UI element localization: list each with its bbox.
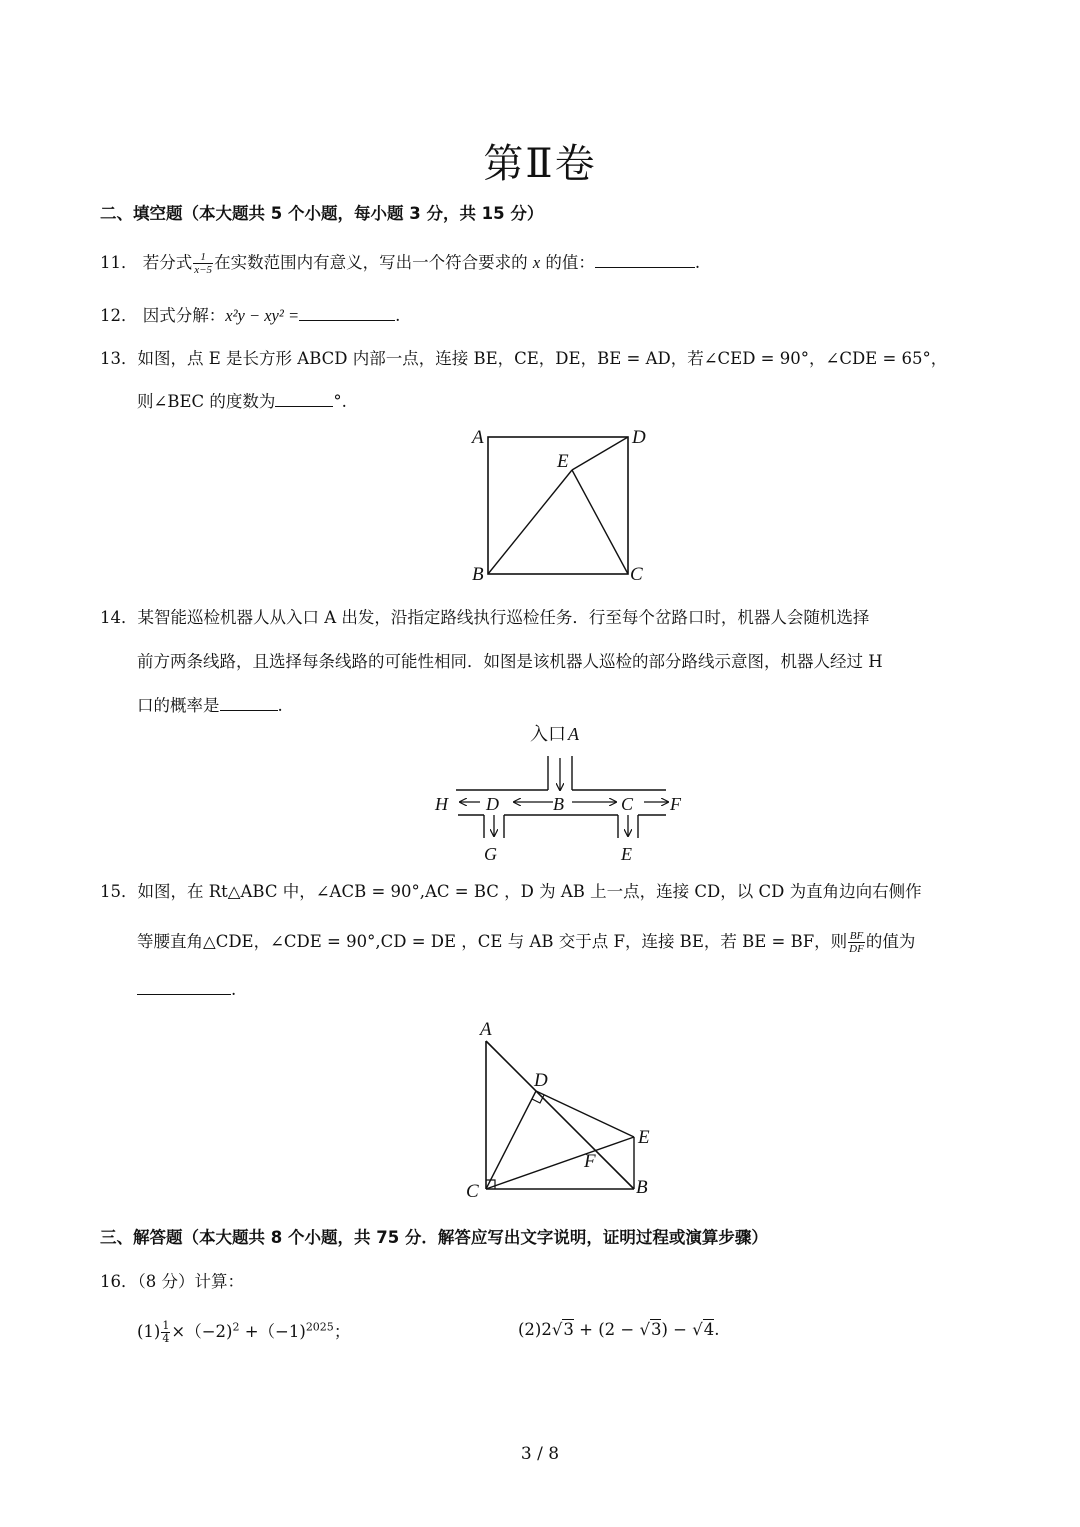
question-15	[100, 878, 922, 902]
question-number: 14．	[100, 608, 138, 627]
question-16	[100, 1268, 244, 1292]
question-number: 11．	[100, 253, 138, 272]
label-e: E	[621, 844, 632, 864]
section-heading-fill-blank: 二、填空题（本大题共 5 个小题，每小题 3 分，共 15 分）	[100, 204, 544, 223]
question-15-line3: .	[137, 980, 236, 999]
question-number: 12．	[100, 306, 138, 325]
label-d: D	[534, 1070, 548, 1091]
question-text: 如图，在 Rt△ABC 中，∠ACB = 90°,AC = BC ，D 为 AB 上一点，连接 CD，以 CD 为直角边向右侧作	[137, 882, 922, 901]
question-16-part2: (2)2√3 + (2 − √3) − √4.	[518, 1320, 720, 1339]
label-e: E	[638, 1127, 650, 1148]
fraction: $\frac{1}{x-5}$	[194, 251, 213, 276]
question-14	[100, 604, 869, 628]
fraction: $\frac{1}{4}$	[162, 1319, 170, 1345]
answer-blank[interactable]	[275, 406, 333, 407]
label-d: D	[632, 427, 646, 448]
question-text: 若分式	[142, 253, 193, 272]
segment-ce	[572, 470, 628, 574]
answer-blank[interactable]	[137, 994, 231, 995]
question-14-line3: 口的概率是 .	[137, 696, 283, 715]
segment-ab	[486, 1041, 634, 1189]
label-b: B	[636, 1177, 648, 1198]
label-b: B	[553, 794, 564, 814]
question-15-line2: 等腰直角△CDE，∠CDE = 90°,CD = DE ，CE 与 AB 交于点 F，连接 BE，若 BE = BF，则 $\frac{BF}{DF}$ 的值为	[137, 930, 916, 955]
page-title: 第Ⅱ卷	[483, 141, 597, 187]
label-c: C	[621, 794, 634, 814]
question-number: 13．	[100, 349, 138, 368]
label-a: A	[568, 724, 579, 744]
label-f: F	[670, 794, 681, 814]
label-e: E	[557, 451, 569, 472]
question-13	[100, 345, 947, 369]
question-16-part1: (1) $\frac{1}{4}$ ×（−2)$^2$ +（−1)$^{2025}$；	[137, 1319, 351, 1345]
label-a: A	[480, 1019, 492, 1040]
math-expression: x²y − xy² =	[225, 306, 300, 325]
question-text: 某智能巡检机器人从入口 A 出发，沿指定路线执行巡检任务．行至每个岔路口时，机器人会随机选择	[137, 608, 870, 627]
fraction: $\frac{BF}{DF}$	[849, 930, 864, 955]
label-entrance: 入口	[530, 724, 566, 744]
label-d: D	[486, 794, 499, 814]
question-number: 15．	[100, 882, 138, 901]
question-number: 16．	[100, 1272, 138, 1291]
question-13-line2: 则∠BEC 的度数为 °.	[137, 392, 347, 411]
figure-triangle-abc	[460, 1015, 670, 1205]
question-14-line2: 前方两条线路，且选择每条线路的可能性相同．如图是该机器人巡检的部分路线示意图，机器人经过 H	[137, 652, 883, 671]
figure-robot-route	[420, 718, 700, 868]
segment-be	[488, 470, 572, 574]
segment-de	[572, 437, 628, 470]
section-heading-solutions: 三、解答题（本大题共 8 个小题，共 75 分．解答应写出文字说明，证明过程或演算步骤）	[100, 1228, 768, 1247]
question-text: （8 分）计算：	[137, 1272, 244, 1291]
question-11: 11． 若分式 $\frac{1}{x-5}$ 在实数范围内有意义，写出一个符合要求的 x 的值： .	[100, 251, 701, 276]
answer-blank[interactable]	[299, 320, 395, 321]
figure-rectangle-abcd	[460, 420, 660, 590]
answer-blank[interactable]	[220, 710, 278, 711]
label-c: C	[630, 564, 643, 585]
question-12: 12． 因式分解：x²y − xy² = .	[100, 306, 401, 325]
label-h: H	[435, 794, 448, 814]
segment-de	[536, 1091, 634, 1137]
label-c: C	[466, 1181, 479, 1202]
label-a: A	[472, 427, 484, 448]
answer-blank[interactable]	[595, 267, 695, 268]
question-text: 如图，点 E 是长方形 ABCD 内部一点，连接 BE，CE，DE，BE = AD，若∠CED = 90°，∠CDE = 65°，	[137, 349, 948, 368]
page-number: 3 / 8	[520, 1444, 560, 1464]
label-f: F	[584, 1151, 596, 1172]
label-g: G	[484, 844, 497, 864]
label-b: B	[472, 564, 484, 585]
